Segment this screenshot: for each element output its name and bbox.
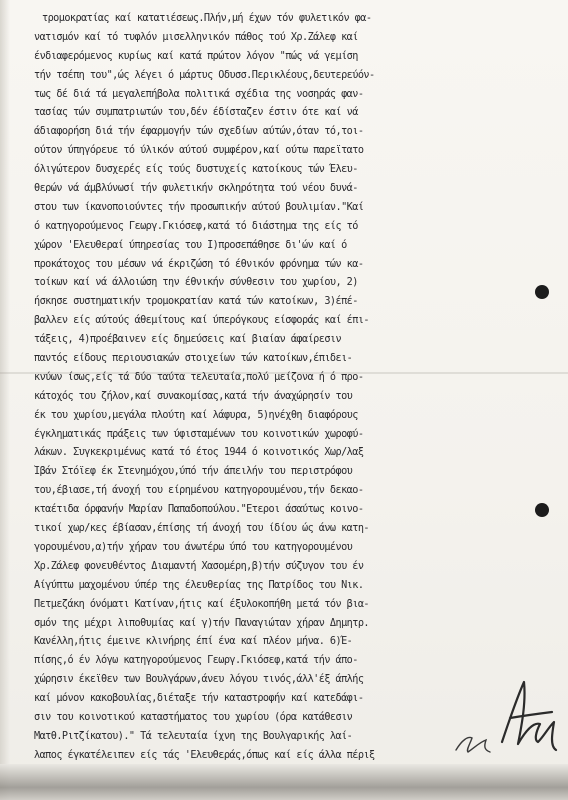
text-line: παντός είδους περιουσιακών στοιχείων τών κατοίκων,έπιδει- [34, 353, 353, 365]
scan-bottom-shadow [0, 764, 568, 800]
text-line: Ίβάν Στόϊεφ έκ Στενημόχου,ύπό τήν άπειλήν του περιστρόφου [34, 466, 353, 478]
text-line: νατισμόν καί τό τυφλόν μισελληνικόν πάθος τού Χρ.Ζάλεφ καί [34, 31, 358, 43]
text-line: άδιαφορήση διά τήν έφαρμογήν τών σχεδίων αύτών,όταν τό,τοι- [34, 126, 364, 138]
text-line: ήσκησε συστηματικήν τρομοκρατίαν κατά τών κατοίκων, 3)έπέ- [34, 296, 358, 308]
text-line: τως δέ διά τά μεγαλεπήβολα πολιτικά σχέδια της νοσηράς φαν- [34, 88, 364, 100]
text-line: θερών νά άμβλύνωσί τήν φυλετικήν σκληρότητα τού νέου δυνά- [34, 183, 358, 195]
punch-hole-lower [535, 503, 549, 517]
text-line: Κανέλλη,ήτις έμεινε κλινήρης έπί ένα καί πλέον μήνα. 6)Έ- [34, 636, 353, 648]
text-line: όλιγώτερον δυσχερές είς τούς δυστυχείς κατοίκους τών Έλευ- [34, 164, 358, 176]
text-line: έγκληματικάς πράξεις των ύφισταμένων του κοινοτικών χωροφύ- [34, 428, 364, 440]
text-line: ό κατηγορούμενος Γεωργ.Γκιόσεφ,κατά τό διάστημα της είς τό [34, 220, 358, 232]
text-line: Ματθ.Ριτζίκατου)." Τά τελευταία ίχνη της Βουλγαρικής λαί- [34, 730, 353, 742]
text-line: λαπος έγκατέλειπεν είς τάς 'Ελευθεράς,όπως καί είς άλλα πέριξ [34, 749, 375, 761]
text-line: κνύων ίσως,είς τά δύο ταύτα τελευταία,πολύ μείζονα ή ό προ- [34, 371, 364, 383]
text-line: σιν του κοινοτικού καταστήματος του χωρίου (όρα κατάθεσιν [34, 711, 353, 723]
scan-shadow-edge [0, 0, 10, 800]
typewritten-text-block [34, 10, 496, 760]
text-line: χώρον 'Ελευθεραί ύπηρεσίας του Ι)προσεπάθησε δι'ών καί ό [34, 239, 347, 251]
text-line: ούτον ύπηγόρευε τό ύλικόν αύτού συμφέρον,καί ούτω παρεϊτατο [34, 145, 364, 157]
text-line: σμόν της μέχρι λιποθυμίας καί γ)τήν Παναγιώταν χήραν Δημητρ. [34, 617, 370, 629]
text-line: κάτοχός του ζήλον,καί συνακομίσας,κατά τήν άναχώρησίν του [34, 390, 353, 402]
text-line: του,έβιασε,τή άνοχή του είρημένου κατηγορουμένου,τήν δεκαο- [34, 485, 364, 497]
text-line: χώρησιν έκεϊθεν των Βουλγάρων,άνευ λόγου τινός,άλλ'έξ άπλής [34, 674, 364, 686]
text-line: Χρ.Ζάλεφ φονευθέντος Διαμαντή Χασομέρη,β)τήν σύζυγον του έν [34, 560, 364, 572]
text-line: Αίγύπτω μαχομένου ύπέρ της έλευθερίας της Πατρίδος του Νικ. [34, 579, 364, 591]
text-line: τήν τσέπη του",ώς λέγει ό μάρτυς Οδυσσ.Περικλέους,δευτερεύόν- [34, 69, 375, 81]
text-line: Πετμεζάκη όνόματι Κατίναν,ήτις καί έξυλοκοπήθη μετά τόν βια- [34, 598, 370, 610]
text-line: κταέτιδα όρφανήν Μαρίαν Παπαδοπούλου."Ετεροι άσαύτως κοινο- [34, 504, 364, 516]
text-line: πίσης,ό έν λόγω κατηγορούμενος Γεωργ.Γκιόσεφ,κατά τήν άπο- [34, 655, 358, 667]
text-line: στου των ίκανοποιούντες τήν προσωπικήν αύτού βουλιμίαν."Καί [34, 201, 364, 213]
punch-hole-upper [535, 285, 549, 299]
text-line: έκ του χωρίου,μεγάλα πλούτη καί λάφυρα, 5)ηνέχθη διαφόρους [34, 409, 358, 421]
text-line: λάκων. Συγκεκριμένως κατά τό έτος 1944 ό κοινοτικός Χωρ/λαξ [34, 447, 364, 459]
text-line: τρομοκρατίας καί κατατιέσεως.Πλήν,μή έχων τόν φυλετικόν φα- [42, 13, 372, 24]
handwritten-signature [496, 672, 566, 762]
text-line: ένδιαφερόμενος κυρίως καί κατά πρώτον λόγον "πώς νά γεμίση [34, 50, 358, 62]
text-line: τικοί χωρ/κες έβίασαν,έπίσης τή άνοχή του ίδίου ώς άνω κατη- [34, 523, 370, 535]
text-line: προκάτοχος του μέσων νά έκριζώση τό έθνικόν φρόνημα τών κα- [34, 258, 364, 270]
text-line: τασίας τών συμπατριωτών του,δέν έδίσταζεν έστιν ότε καί νά [34, 107, 358, 119]
text-line: βαλλεν είς αύτούς άθεμίτους καί ύπερόγκους είσφοράς καί έπι- [34, 315, 370, 327]
text-line: γορουμένου,α)τήν χήραν του άνωτέρω ύπό του κατηγορουμένου [34, 541, 353, 553]
text-line: τάξεις, 4)προέβαινεν είς δημεύσεις καί βιαίαν άφαίρεσιν [34, 334, 342, 346]
handwritten-initials [452, 730, 496, 758]
text-line: τοίκων καί νά άλλοιώση την έθνικήν σύνθεσιν του χωρίου, 2) [34, 277, 358, 289]
text-line: καί μόνον κακοβουλίας,διέταξε τήν καταστροφήν καί κατεδάφι- [34, 693, 364, 705]
